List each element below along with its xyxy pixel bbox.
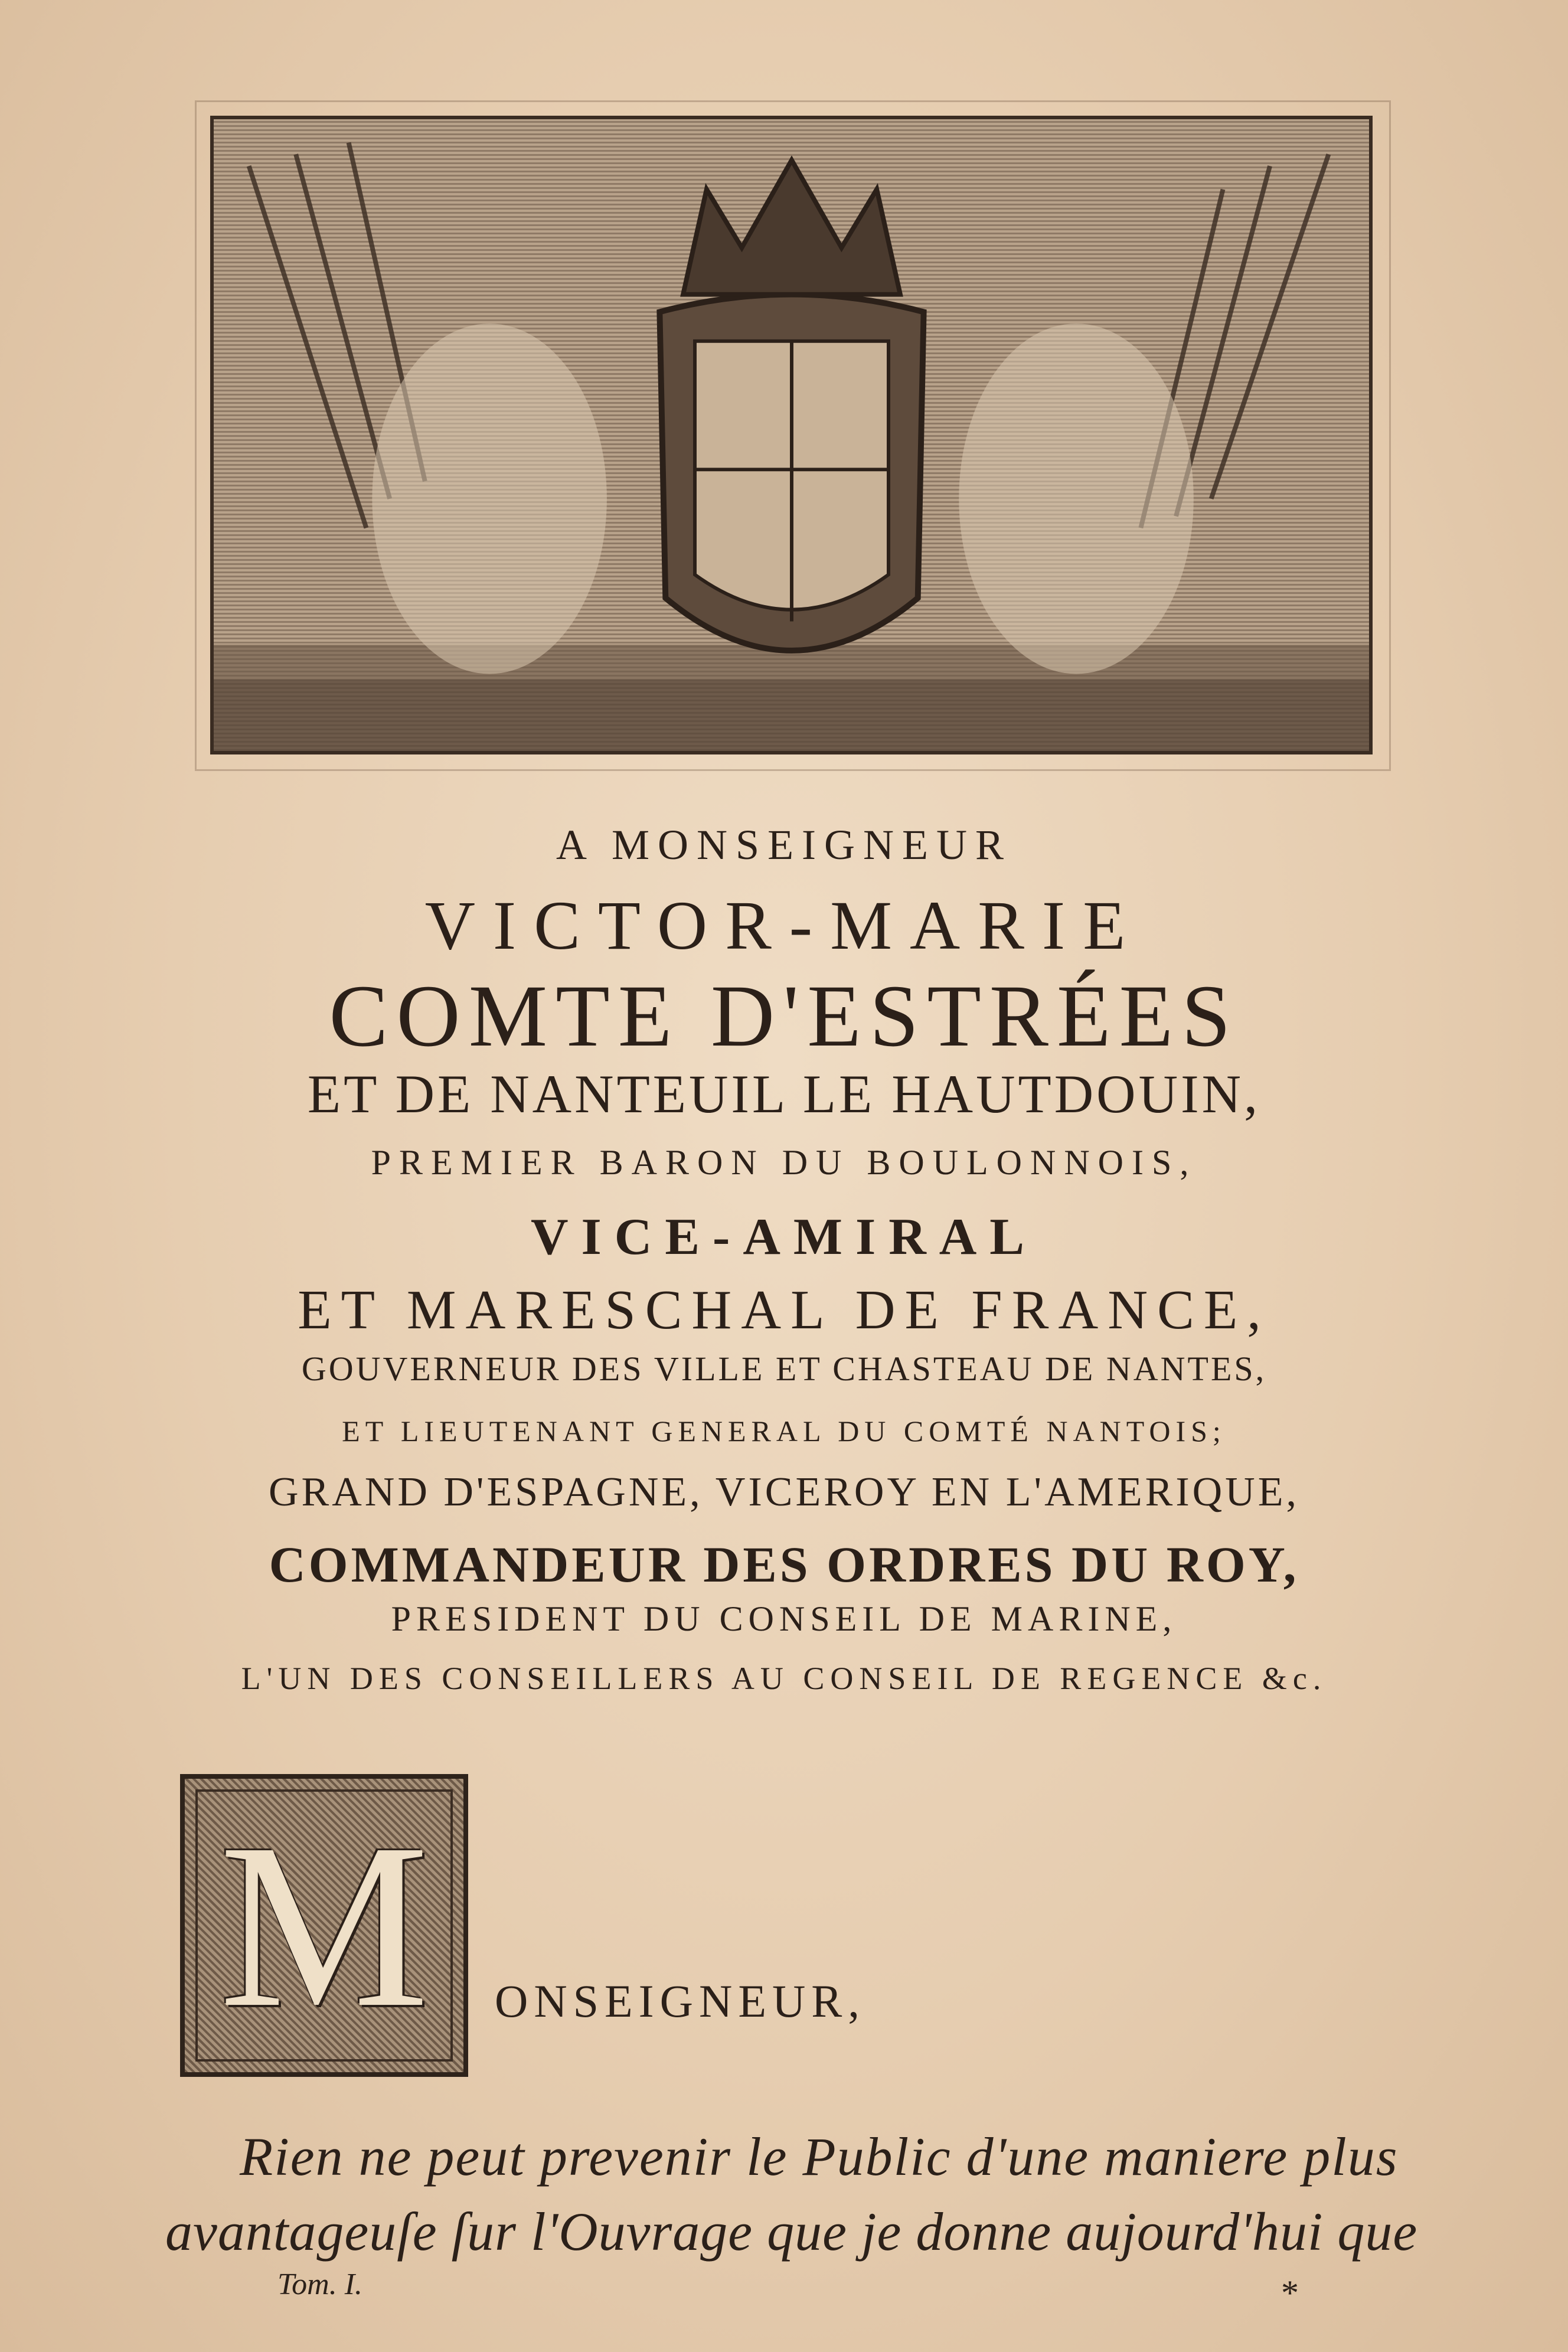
salutation: ONSEIGNEUR,: [495, 1975, 865, 2027]
volume-mark: Tom. I.: [277, 2268, 363, 2301]
ornamental-drop-cap: [180, 1774, 468, 2077]
body-line-1: Rien ne peut prevenir le Public d'une maniere plus: [240, 2126, 1399, 2187]
dedication-line-baron: PREMIER BARON DU BOULONNOIS,: [371, 1143, 1197, 1182]
engraved-headpiece-coat-of-arms: [210, 116, 1373, 754]
signature-mark: *: [1281, 2273, 1299, 2312]
dedication-line-vice-amiral: VICE-AMIRAL: [531, 1208, 1037, 1266]
dedication-line-name: VICTOR-MARIE: [424, 887, 1144, 964]
drop-cap-letter: M: [219, 1794, 429, 2056]
dedication-line-title: COMTE D'ESTRÉES: [329, 967, 1239, 1065]
engraving-illustration: [214, 119, 1369, 751]
dedication-line-nanteuil: ET DE NANTEUIL LE HAUTDOUIN,: [307, 1064, 1261, 1124]
dedication-line-lieutenant: ET LIEUTENANT GENERAL DU COMTÉ NANTOIS;: [342, 1415, 1226, 1448]
dedication-line-president: PRESIDENT DU CONSEIL DE MARINE,: [391, 1599, 1177, 1638]
dedication-line-to: A MONSEIGNEUR: [556, 821, 1012, 868]
dedication-line-mareschal: ET MARESCHAL DE FRANCE,: [298, 1279, 1270, 1341]
dedication-line-gouverneur: GOUVERNEUR DES VILLE ET CHASTEAU DE NANTES,: [301, 1350, 1267, 1388]
body-line-2: avantageuſe ſur l'Ouvrage que je donne aujourd'hui que: [165, 2201, 1418, 2262]
dedication-line-commandeur: COMMANDEUR DES ORDRES DU ROY,: [269, 1536, 1299, 1593]
dedication-line-grand-espagne: GRAND D'ESPAGNE, VICEROY EN L'AMERIQUE,: [268, 1469, 1299, 1515]
dedication-line-conseiller: L'UN DES CONSEILLERS AU CONSEIL DE REGENCE &c.: [241, 1661, 1327, 1696]
